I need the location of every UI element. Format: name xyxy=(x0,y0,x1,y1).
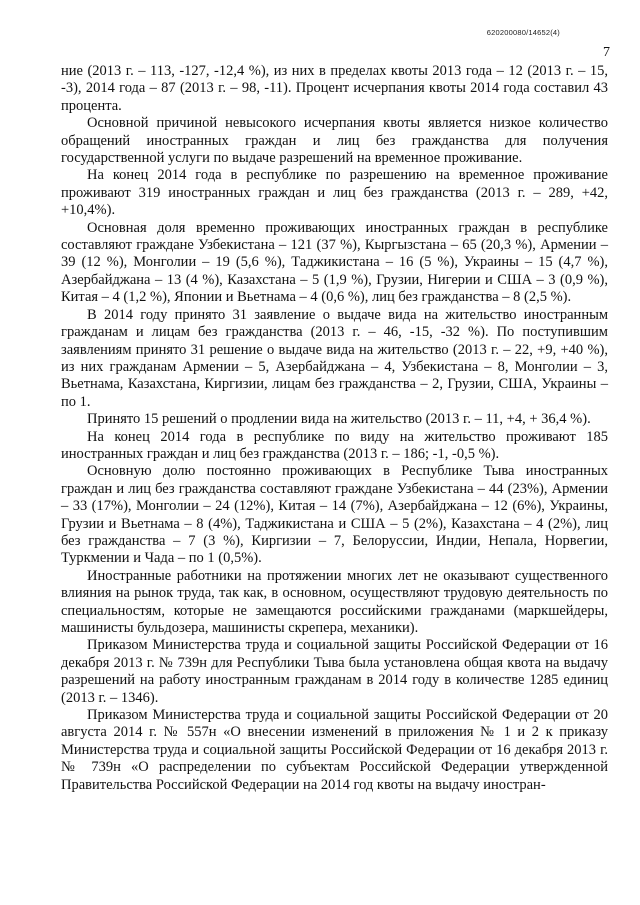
page-number: 7 xyxy=(603,45,610,60)
paragraph: На конец 2014 года в республике по виду на жительство проживают 185 иностранных граждан и лиц без гражданства (2013 г. – 186; -1, -0,5 %). xyxy=(61,428,608,462)
paragraph: Приказом Министерства труда и социальной защиты Российской Федерации от 16 декабря 2013 г. № 739н для Республики Тыва была установлена общая квота на выдачу разрешений на работу иностранным гражданам в 2014 году в количестве 1285 единиц (2013 г. – 1346). xyxy=(61,637,608,706)
paragraph: В 2014 году принято 31 заявление о выдаче вида на жительство иностранным гражданам и лицам без гражданства (2013 г. – 46, -15, -32 %). По поступившим заявлениям принято 31 решение о выдаче вида на жительство (2013 г. – 22, +9, +40 %), из них гражданам Армении – 5, Азербайджана – 4, Узбекистана – 8, Монголии – 3, Вьетнама, Казахстана, Киргизии, лицам без гражданства – 2, Грузии, США, Украины – по 1. xyxy=(61,306,608,410)
document-id: 620200080/14652(4) xyxy=(486,28,560,37)
paragraph: Основной причиной невысокого исчерпания квоты является низкое количество обращений иностранных граждан и лиц без гражданства для получения государственной услуги по выдаче разрешений на временное проживание. xyxy=(61,115,608,167)
paragraph-continuation: ние (2013 г. – 113, -127, -12,4 %), из них в пределах квоты 2013 года – 12 (2013 г. – 15, -3), 2014 года – 87 (2013 г. – 98, -11). Процент исчерпания квоты 2014 года составил 43 процента. xyxy=(61,63,608,114)
document-body xyxy=(61,63,608,794)
paragraph: Основную долю постоянно проживающих в Республике Тыва иностранных граждан и лиц без гражданства составляют граждане Узбекистана – 44 (23%), Армении – 33 (17%), Монголии – 24 (12%), Китая – 14 (7%), Азербайджана – 12 (6%), Украины, Грузии и Вьетнама – 8 (4%), Таджикистана и США – 5 (2%), Казахстана – 4 (2%), лиц без гражданства – 7 (3 %), Киргизии – 7, Белоруссии, Индии, Непала, Норвегии, Туркмении и Чада – по 1 (0,5%). xyxy=(61,463,608,567)
paragraph: Иностранные работники на протяжении многих лет не оказывают существенного влияния на рынок труда, так как, в основном, осуществляют трудовую деятельность по специальностям, которые не замещаются российскими гражданами (маркшейдеры, машинисты бульдозера, машинисты скрепера, механики). xyxy=(61,567,608,636)
paragraph: На конец 2014 года в республике по разрешению на временное проживание проживают 319 иностранных граждан и лиц без гражданства (2013 г. – 289, +42, +10,4%). xyxy=(61,167,608,219)
paragraph: Основная доля временно проживающих иностранных граждан в республике составляют граждане Узбекистана – 121 (37 %), Кыргызстана – 65 (20,3 %), Армении – 39 (12 %), Монголии – 19 (5,6 %), Таджикистана – 16 (5 %), Украины – 15 (4,7 %), Азербайджана – 13 (4 %), Казахстана – 5 (1,9 %), Грузии, Нигерии и США – 3 (0,9 %), Китая – 4 (1,2 %), Японии и Вьетнама – 4 (0,6 %), лиц без гражданства – 8 (2,5 %). xyxy=(61,219,608,306)
paragraph: Приказом Министерства труда и социальной защиты Российской Федерации от 20 августа 2014 г. № 557н «О внесении изменений в приложения № 1 и 2 к приказу Министерства труда и социальной защиты Российской Федерации от 16 декабря 2013 г. № 739н «О распределении по субъектам Российской Федерации утвержденной Правительства Российской Федерации на 2014 год квоты на выдачу иностран- xyxy=(61,707,608,793)
paragraph: Принято 15 решений о продлении вида на жительство (2013 г. – 11, +4, + 36,4 %). xyxy=(87,411,591,428)
